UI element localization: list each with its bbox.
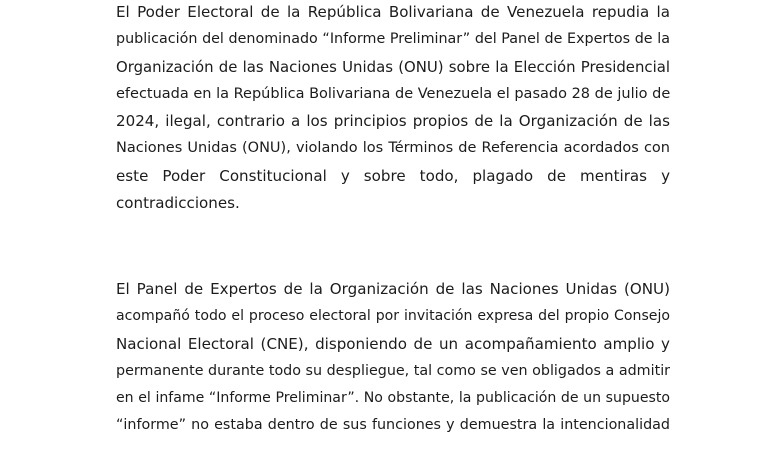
text-line: “informe” no estaba dentro de sus funciones y demuestra la intencionalidad bbox=[116, 417, 670, 434]
text-line: acompañó todo el proceso electoral por invitación expresa del propio Consejo bbox=[116, 308, 670, 325]
text-line: contradicciones. bbox=[116, 194, 240, 213]
text-line: Organización de las Naciones Unidas (ONU) sobre la Elección Presidencial bbox=[116, 57, 670, 76]
text-line: Nacional Electoral (CNE), disponiendo de un acompañamiento amplio y bbox=[116, 334, 670, 353]
text-line: publicación del denominado “Informe Preliminar” del Panel de Expertos de la bbox=[116, 31, 670, 48]
text-line: este Poder Constitucional y sobre todo, plagado de mentiras y bbox=[116, 166, 670, 185]
paragraph-repudio bbox=[116, 0, 670, 217]
text-line: efectuada en la República Bolivariana de Venezuela el pasado 28 de julio de bbox=[116, 85, 670, 102]
text-line: permanente durante todo su despliegue, tal como se ven obligados a admitir bbox=[116, 362, 670, 379]
text-line: Naciones Unidas (ONU), violando los Términos de Referencia acordados con bbox=[116, 140, 670, 157]
text-line: 2024, ilegal, contrario a los principios propios de la Organización de las bbox=[116, 112, 670, 131]
paragraph-panel-expertos bbox=[116, 276, 670, 440]
text-line: El Panel de Expertos de la Organización de las Naciones Unidas (ONU) bbox=[116, 280, 670, 298]
text-line: El Poder Electoral de la República Bolivariana de Venezuela repudia la bbox=[116, 3, 670, 21]
text-line: en el infame “Informe Preliminar”. No obstante, la publicación de un supuesto bbox=[116, 390, 670, 407]
